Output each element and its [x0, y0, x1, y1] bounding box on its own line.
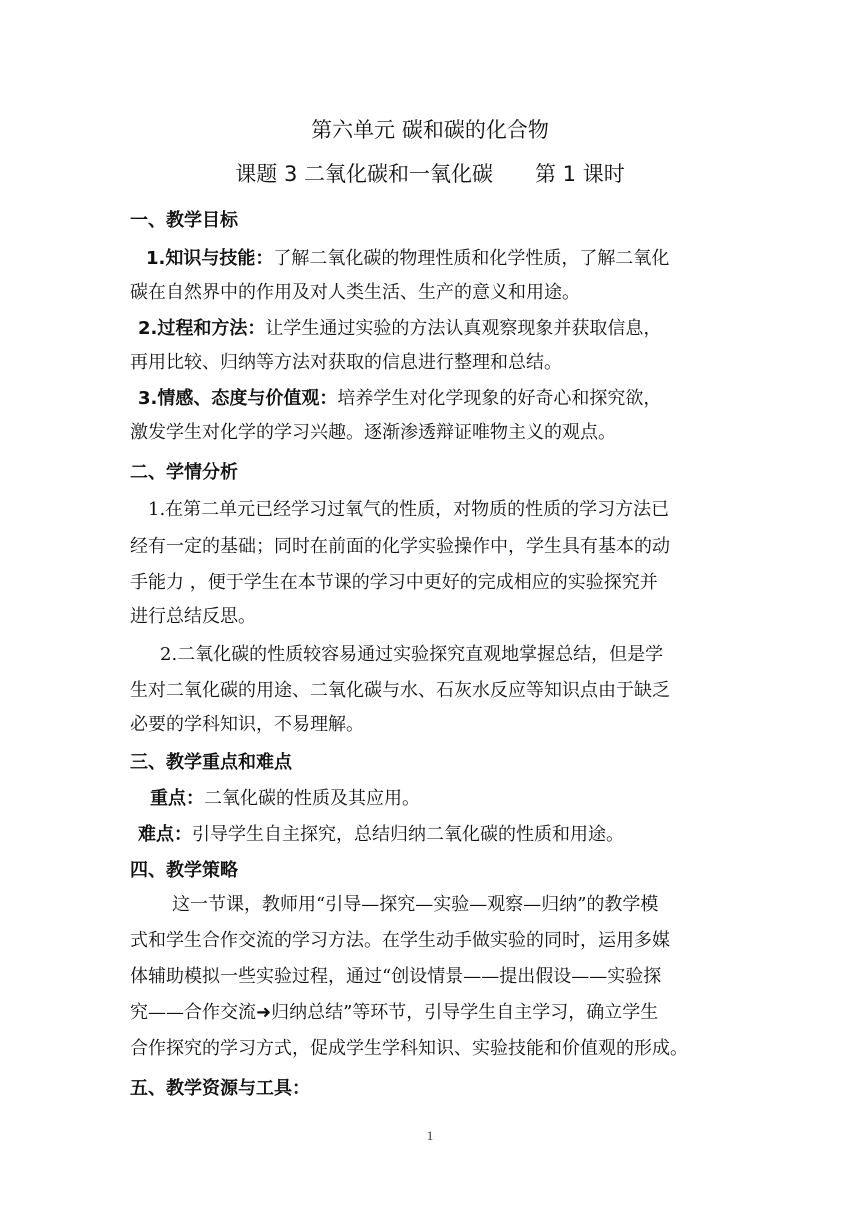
strategy-line-3: 体辅助模拟一些实验过程，通过“创设情景——提出假设——实验探 — [130, 966, 662, 987]
lesson-title: 课题 3 二氧化碳和一氧化碳 第 1 课时 — [235, 162, 625, 186]
strategy-line-1: 这一节课，教师用“引导—探究—实验—观察—归纳”的教学模 — [172, 894, 659, 915]
analysis-1-line-2: 经有一定的基础；同时在前面的化学实验操作中，学生具有基本的动 — [130, 536, 670, 557]
objective-1-cont: 碳在自然界中的作用及对人类生活、生产的意义和用途。 — [130, 282, 580, 303]
section-2-heading: 二、学情分析 — [130, 462, 238, 483]
analysis-2-line-2: 生对二氧化碳的用途、二氧化碳与水、石灰水反应等知识点由于缺乏 — [130, 680, 670, 701]
objective-2 — [138, 314, 661, 340]
objective-2-cont: 再用比较、归纳等方法对获取的信息进行整理和总结。 — [130, 352, 562, 373]
analysis-1-line-3: 手能力 ，便于学生在本节课的学习中更好的完成相应的实验探究并 — [130, 572, 658, 593]
analysis-1-line-4: 进行总结反思。 — [130, 606, 256, 627]
objective-2-label: 2.过程和方法： — [138, 318, 266, 339]
key-point-text: 二氧化碳的性质及其应用。 — [204, 788, 420, 809]
analysis-1-line-1: 1.在第二单元已经学习过氧气的性质，对物质的性质的学习方法已 — [148, 499, 670, 520]
section-5-heading: 五、教学资源与工具： — [130, 1078, 310, 1099]
difficult-point-label: 难点： — [138, 824, 192, 845]
key-point-label: 重点： — [150, 788, 204, 809]
difficult-point-text: 引导学生自主探究，总结归纳二氧化碳的性质和用途。 — [192, 824, 624, 845]
objective-3-label: 3.情感、态度与价值观： — [138, 388, 338, 409]
objective-3-text: 培养学生对化学现象的好奇心和探究欲， — [337, 388, 662, 409]
difficult-point — [138, 820, 624, 846]
objective-1-text: 了解二氧化碳的物理性质和化学性质，了解二氧化 — [273, 248, 670, 269]
objective-3-cont: 激发学生对化学的学习兴趣。逐渐渗透辩证唯物主义的观点。 — [130, 422, 616, 443]
objective-3 — [138, 384, 661, 410]
strategy-line-2: 式和学生合作交流的学习方法。在学生动手做实验的同时，运用多媒 — [130, 930, 670, 951]
objective-1-label: 1.知识与技能： — [146, 248, 274, 269]
page-number: 1 — [426, 1128, 434, 1143]
section-3-heading: 三、教学重点和难点 — [130, 752, 292, 773]
key-point — [150, 784, 420, 810]
strategy-line-5: 合作探究的学习方式，促成学生学科知识、实验技能和价值观的形成。 — [130, 1038, 688, 1059]
strategy-line-4: 究——合作交流➜归纳总结”等环节，引导学生自主学习，确立学生 — [130, 1002, 659, 1023]
analysis-2-line-1: 2.二氧化碳的性质较容易通过实验探究直观地掌握总结，但是学 — [160, 644, 664, 665]
objective-2-text: 让学生通过实验的方法认真观察现象并获取信息， — [265, 318, 662, 339]
analysis-2-line-3: 必要的学科知识，不易理解。 — [130, 714, 364, 735]
unit-title: 第六单元 碳和碳的化合物 — [311, 118, 549, 142]
section-1-heading: 一、教学目标 — [130, 210, 238, 231]
objective-1 — [146, 244, 669, 270]
section-4-heading: 四、教学策略 — [130, 860, 238, 881]
